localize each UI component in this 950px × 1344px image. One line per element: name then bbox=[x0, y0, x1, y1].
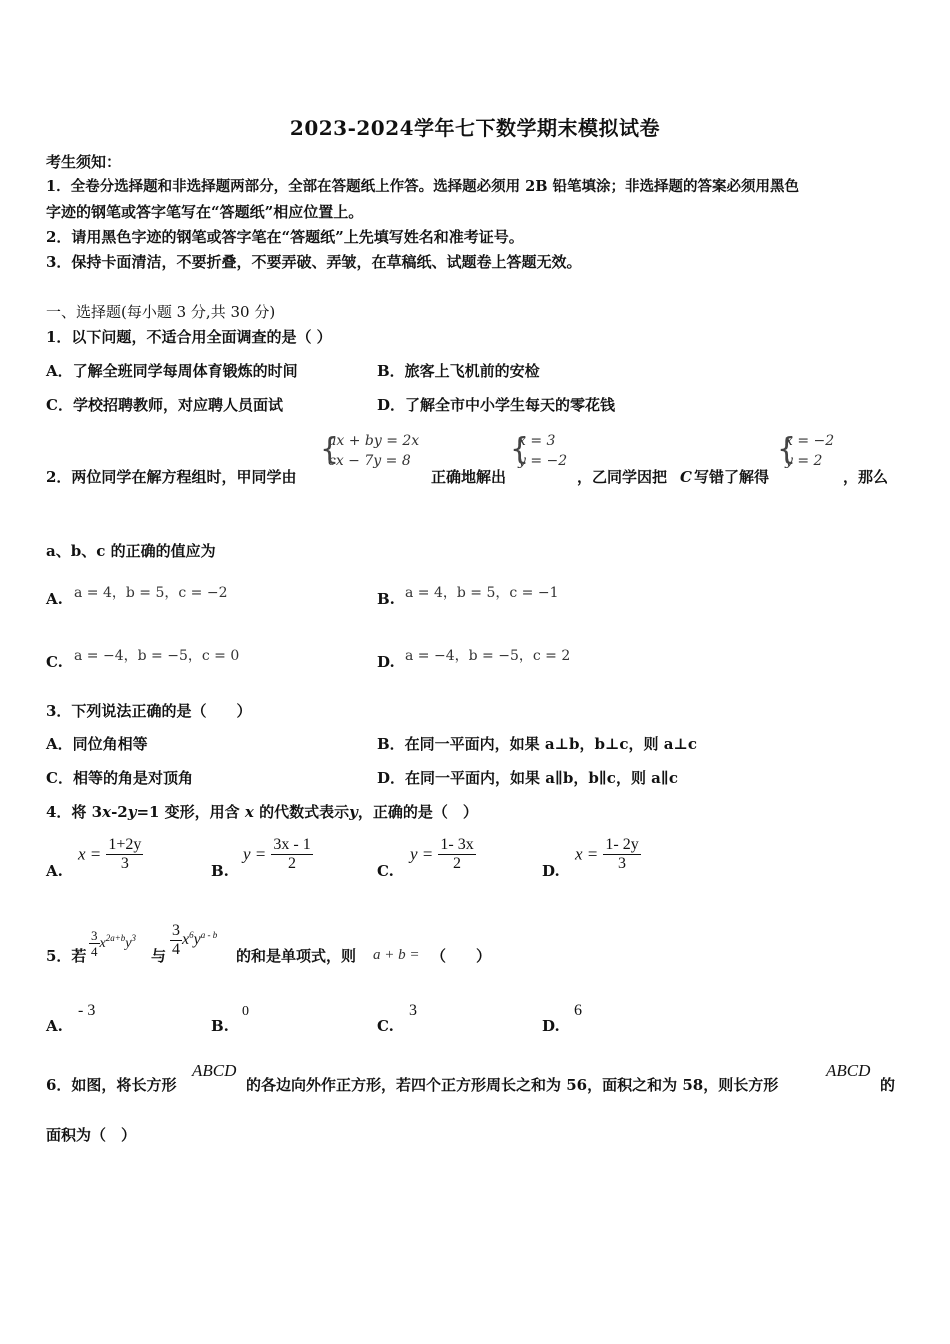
q3-option-d: D．在同一平面内，如果 a∥b，b∥c，则 a∥c bbox=[377, 769, 678, 787]
q2-text-5: ，那么 bbox=[843, 468, 889, 486]
q5-option-a-label: A. bbox=[46, 1017, 63, 1035]
q2-text-1: 2．两位同学在解方程组时，甲同学由 bbox=[46, 468, 297, 486]
q2-option-d-label: D. bbox=[377, 653, 395, 671]
q4-option-d: x = $\frac{1- 2y}{3}$ bbox=[575, 836, 639, 872]
q6-stem-line-2: 面积为（ ） bbox=[46, 1126, 137, 1144]
brace-icon: { bbox=[510, 432, 530, 467]
notice-line-2: 2．请用黑色字迹的钢笔或答字笔在“答题纸”上先填写姓名和准考证号。 bbox=[46, 228, 524, 246]
section-heading: 一、选择题(每小题 3 分,共 30 分) bbox=[46, 303, 276, 321]
q4-option-c-label: C. bbox=[377, 862, 394, 880]
notice-line-1a: 1．全卷分选择题和非选择题两部分，全部在答题纸上作答。选择题必须用 2B 铅笔填涂；非选择题的答案必须用黑色 bbox=[46, 178, 800, 195]
q3-option-b: B．在同一平面内，如果 a⊥b，b⊥c，则 a⊥c bbox=[377, 735, 698, 753]
q2-system-1-line-1: ax + by = 2x bbox=[328, 433, 420, 449]
q2-option-a: a = 4，b = 5，c = −2 bbox=[74, 585, 228, 601]
q5-option-d: 6 bbox=[574, 1002, 582, 1019]
q6-text-1: 6．如图，将长方形 bbox=[46, 1076, 177, 1094]
notice-heading: 考生须知： bbox=[46, 153, 122, 171]
q4-stem: 4．将 3x-2y=1 变形，用含 x 的代数式表示y，正确的是（ ） bbox=[46, 803, 478, 821]
q2-system-2 bbox=[510, 431, 568, 471]
q3-option-a: A．同位角相等 bbox=[46, 735, 148, 753]
q1-option-d: D．了解全市中小学生每天的零花钱 bbox=[377, 396, 616, 414]
q5-option-c: 3 bbox=[409, 1002, 417, 1019]
q5-expression: a + b = bbox=[373, 947, 420, 963]
q2-option-b-label: B. bbox=[377, 590, 395, 608]
q4-option-d-label: D. bbox=[542, 862, 560, 880]
q2-system-2-line-1: x = 3 bbox=[518, 433, 556, 449]
q4-option-a-fraction: $\frac{1+2y}{3}$ bbox=[108, 836, 142, 872]
q6-text-3: 的 bbox=[880, 1076, 896, 1094]
q4-option-a: x = $\frac{1+2y}{3}$ bbox=[78, 836, 142, 872]
q2-c-variable: C bbox=[680, 468, 692, 486]
q2-option-b: a = 4，b = 5，c = −1 bbox=[405, 585, 559, 601]
brace-icon: { bbox=[777, 432, 797, 467]
notice-line-1b: 字迹的钢笔或答字笔写在“答题纸”相应位置上。 bbox=[46, 203, 364, 221]
q5-text-2: 与 bbox=[151, 947, 167, 965]
q5-text-3: 的和是单项式，则 bbox=[236, 947, 357, 965]
q5-option-a: - 3 bbox=[78, 1002, 96, 1019]
q1-stem: 1．以下问题，不适合用全面调查的是（ ） bbox=[46, 328, 332, 346]
q3-option-c: C．相等的角是对顶角 bbox=[46, 769, 193, 787]
q2-system-2-line-2: y = −2 bbox=[518, 453, 568, 469]
q2-system-1-line-2: cx − 7y = 8 bbox=[328, 453, 411, 469]
q4-option-b-fraction: $\frac{3x - 1}{2}$ bbox=[273, 836, 311, 872]
notice-line-3: 3．保持卡面清洁，不要折叠，不要弄破、弄皱，在草稿纸、试题卷上答题无效。 bbox=[46, 253, 582, 271]
q1-option-a: A．了解全班同学每周体育锻炼的时间 bbox=[46, 362, 298, 380]
q4-option-c-fraction: $\frac{1- 3x}{2}$ bbox=[440, 836, 474, 872]
q4-option-b-label: B. bbox=[211, 862, 229, 880]
q3-stem: 3．下列说法正确的是（ ） bbox=[46, 702, 252, 720]
q2-text-3: ，乙同学因把 bbox=[577, 468, 668, 486]
page-title: 2023-2024学年七下数学期末模拟试卷 bbox=[289, 116, 661, 140]
q5-term-2: $\frac{3}{4}$ $x^6y^{a - b}$ bbox=[172, 922, 218, 958]
q2-system-3-line-2: y = 2 bbox=[785, 453, 823, 469]
q5-text-1: 5．若 bbox=[46, 947, 87, 965]
q2-option-d: a = −4，b = −5，c = 2 bbox=[405, 648, 571, 664]
q5-term-1: $\frac{3}{4}$ $x^{2a+b}y^3$ bbox=[91, 928, 137, 959]
q5-option-c-label: C. bbox=[377, 1017, 394, 1035]
q5-text-4: （ ） bbox=[431, 947, 492, 965]
q5-option-b-label: B. bbox=[211, 1017, 229, 1035]
brace-icon: { bbox=[320, 432, 340, 467]
q2-option-c: a = −4，b = −5，c = 0 bbox=[74, 648, 240, 664]
q6-rectangle-name-2: ABCD bbox=[826, 1061, 871, 1080]
q4-option-d-fraction: $\frac{1- 2y}{3}$ bbox=[605, 836, 639, 872]
q2-text-4: 写错了解得 bbox=[694, 468, 770, 486]
q1-option-b: B．旅客上飞机前的安检 bbox=[377, 362, 540, 380]
q6-text-2: 的各边向外作正方形，若四个正方形周长之和为 56，面积之和为 58，则长方形 bbox=[246, 1076, 779, 1094]
q2-option-c-label: C. bbox=[46, 653, 63, 671]
q2-option-a-label: A. bbox=[46, 590, 63, 608]
q5-term-1-coefficient: $\frac{3}{4}$ bbox=[91, 928, 98, 959]
q6-rectangle-name-1: ABCD bbox=[192, 1061, 237, 1080]
q2-system-1 bbox=[320, 431, 420, 471]
q1-option-c: C．学校招聘教师，对应聘人员面试 bbox=[46, 396, 283, 414]
q4-option-c: y = $\frac{1- 3x}{2}$ bbox=[410, 836, 474, 872]
q2-text-2: 正确地解出 bbox=[431, 468, 507, 486]
q5-option-b: 0 bbox=[242, 1004, 249, 1019]
q2-system-3-line-1: x = −2 bbox=[785, 433, 835, 449]
q5-term-2-coefficient: $\frac{3}{4}$ bbox=[172, 922, 180, 958]
q2-system-3 bbox=[777, 431, 835, 471]
q4-option-b: y = $\frac{3x - 1}{2}$ bbox=[243, 836, 311, 872]
q2-stem-line-2: a、b、c 的正确的值应为 bbox=[46, 542, 216, 560]
q4-option-a-label: A. bbox=[46, 862, 63, 880]
q5-option-d-label: D. bbox=[542, 1017, 560, 1035]
